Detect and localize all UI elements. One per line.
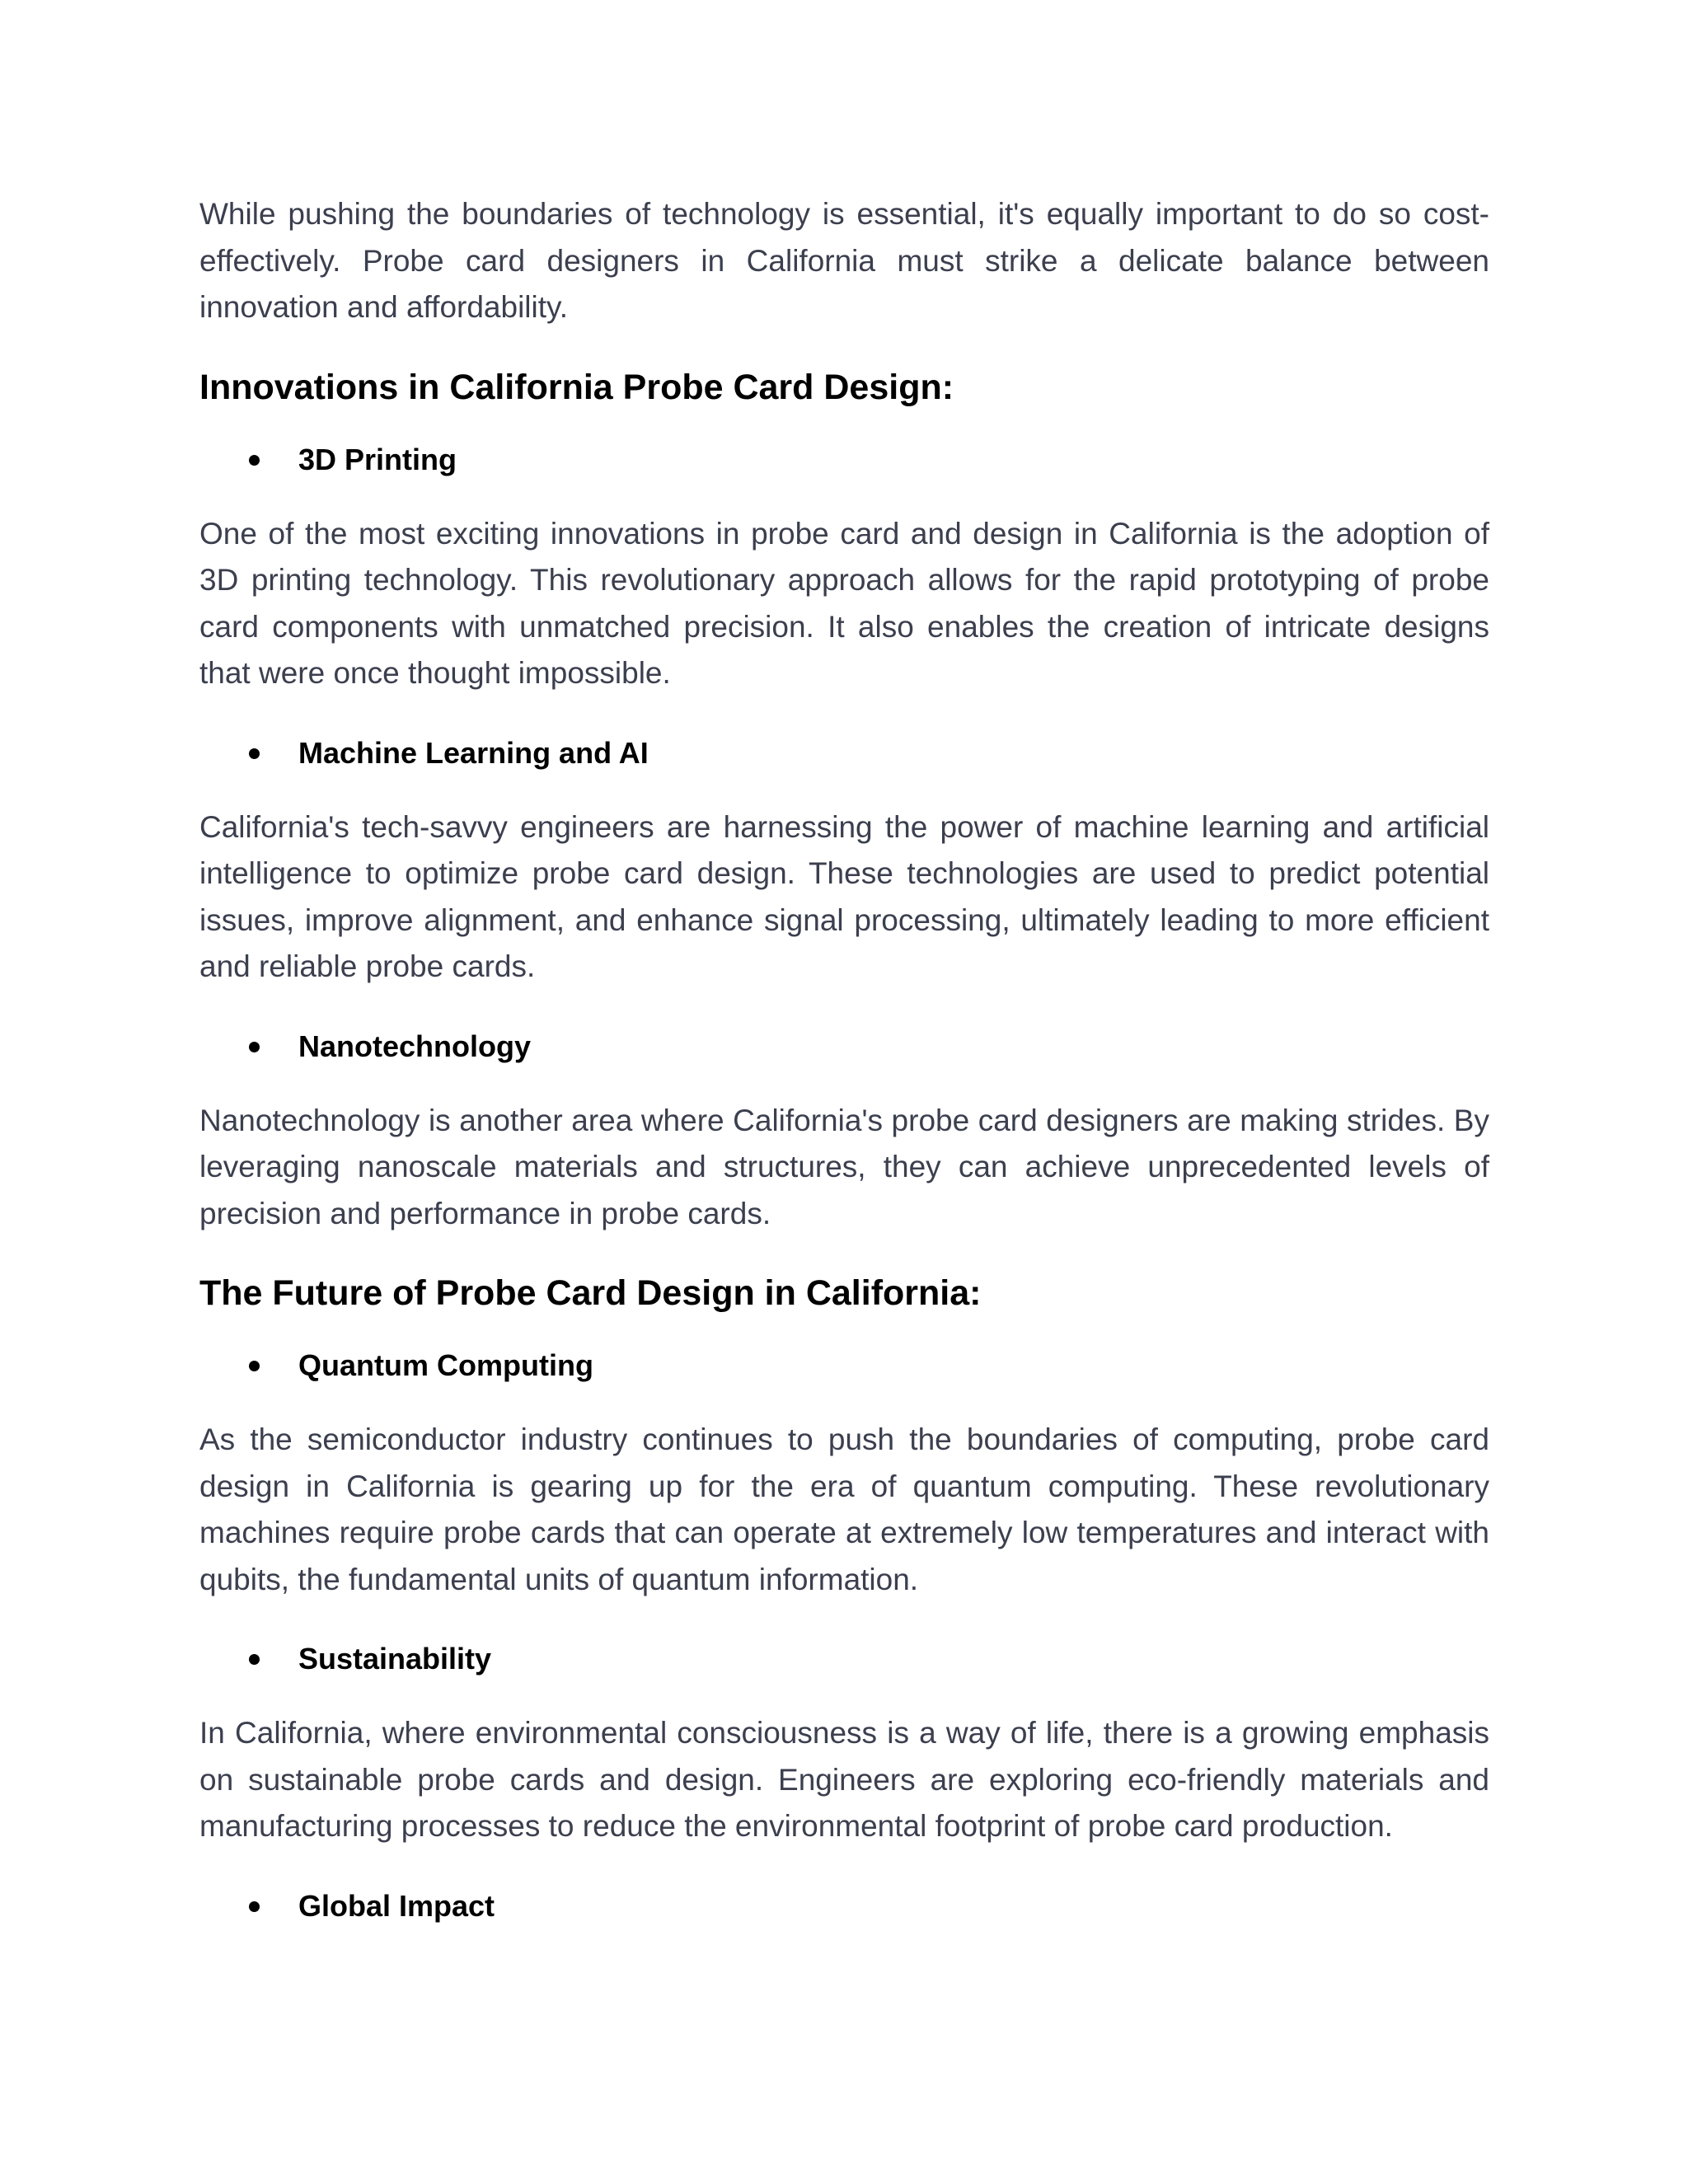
section-heading-innovations: Innovations in California Probe Card Design:: [199, 367, 954, 407]
bullet-sustainability: [199, 1636, 1489, 1682]
bullet-title: Quantum Computing: [298, 1348, 593, 1382]
bullet-dot-icon: [249, 1042, 260, 1052]
bullet-3d-printing: [199, 437, 1489, 483]
bullet-title: Sustainability: [298, 1642, 492, 1675]
section-heading-future: The Future of Probe Card Design in California:: [199, 1273, 982, 1313]
bullet-title: 3D Printing: [298, 442, 457, 476]
bullet-dot-icon: [249, 1654, 260, 1665]
bullet-nanotechnology: [199, 1024, 1489, 1070]
paragraph-nanotechnology: Nanotechnology is another area where California's probe card designers are making strides. By leveraging nanoscale materials and structures, they can achieve unprecedented levels of precision and performance in probe cards.: [199, 1103, 1489, 1230]
paragraph-machine-learning: California's tech-savvy engineers are harnessing the power of machine learning and artificial intelligence to optimize probe card design. These technologies are used to predict potential issues, improve alignment, and enhance signal processing, ultimately leading to more efficient and reliable probe cards.: [199, 809, 1489, 983]
bullet-dot-icon: [249, 1901, 260, 1912]
paragraph-3d-printing: One of the most exciting innovations in probe card and design in California is the adoption of 3D printing technology. This revolutionary approach allows for the rapid prototyping of probe card components with unmatched precision. It also enables the creation of intricate designs that were once thought impossible.: [199, 516, 1489, 690]
bullet-title: Nanotechnology: [298, 1029, 532, 1063]
bullet-dot-icon: [249, 455, 260, 466]
bullet-quantum-computing: [199, 1343, 1489, 1389]
paragraph-quantum-computing: As the semiconductor industry continues to push the boundaries of computing, probe card design in California is gearing up for the era of quantum computing. These revolutionary machines require probe cards that can operate at extremely low temperatures and interact with qubits, the fundamental units of quantum information.: [199, 1422, 1489, 1596]
paragraph-sustainability: In California, where environmental consciousness is a way of life, there is a growing emphasis on sustainable probe cards and design. Engineers are exploring eco-friendly materials and manufacturing processes to reduce the environmental footprint of probe card production.: [199, 1716, 1489, 1843]
bullet-machine-learning: [199, 730, 1489, 776]
intro-paragraph: While pushing the boundaries of technology is essential, it's equally important to do so cost-effectively. Probe card designers in California must strike a delicate balance between innovation and affordability.: [199, 197, 1489, 324]
bullet-global-impact: [199, 1883, 1489, 1929]
bullet-dot-icon: [249, 1361, 260, 1371]
document-page: [199, 191, 1489, 1929]
bullet-title: Machine Learning and AI: [298, 735, 649, 770]
bullet-title: Global Impact: [298, 1888, 495, 1923]
bullet-dot-icon: [249, 748, 260, 759]
